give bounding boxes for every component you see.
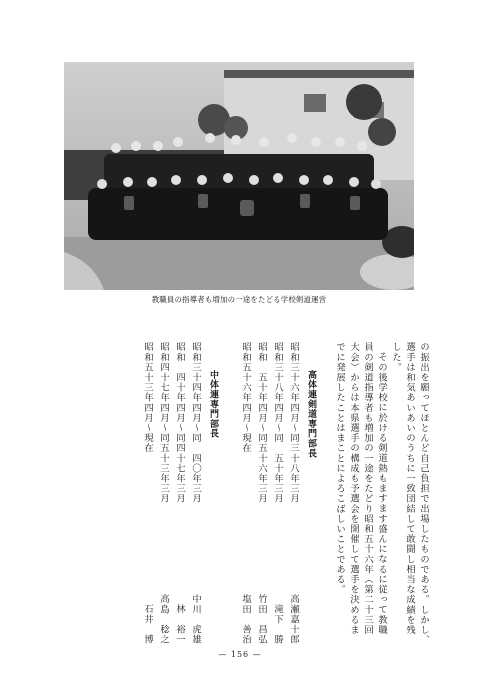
middle-school-heading: 中体連専門部長 [208,370,218,439]
group-photo-image [64,62,414,290]
person-name: 滝下 勝 [272,603,283,644]
person-name: 竹田 昌弘 [256,593,267,644]
body-column: でに発展したことはまことによろこばしいことである。 [334,342,345,595]
high-school-row [270,342,284,644]
period: 昭和五十三年四月～現在 [142,342,153,454]
body-column: その後学校に於ける剣道熱もますます盛んになるに従って教職 [376,352,387,635]
middle-school-row [172,342,186,644]
period: 昭和三十六年四月～同三十八年三月 [288,342,299,504]
high-school-heading: 高体連剣道専門部長 [306,370,316,459]
middle-school-row [140,342,154,644]
person-name: 高瀬嘉十郎 [288,593,299,644]
middle-school-row [156,342,170,644]
period: 昭和 四十年四月～同四十七年三月 [174,342,185,504]
body-column: 選手は和気あいあいのうちに一致団結して敢闘し相当な成績を残 [404,342,415,635]
body-column: の振出を願ってほとんど自己負担で出場したものである。しかし、 [418,342,429,645]
body-column: した。 [390,342,401,373]
person-name: 林 裕一 [174,603,185,644]
page-number: — 156 — [218,650,262,659]
period: 昭和三十八年四月～同 五十年三月 [272,342,283,504]
body-column: 員の剣道指導者も増加の一途をたどり昭和五十六年（第二十三回 [362,342,373,635]
person-name: 中川 虎雄 [190,593,201,644]
high-school-row [254,342,268,644]
photo-caption: 教職員の指導者も増加の一途をたどる学校剣道運営 [151,295,327,304]
middle-school-row [188,342,202,644]
period: 昭和四十七年四月～同五十三年三月 [158,342,169,504]
period: 昭和 五十年四月～同五十六年三月 [256,342,267,504]
person-name: 石井 博 [142,603,153,644]
body-column: 大会）からは本県選手の構成も予選会を開催して選手を決めるま [348,342,359,635]
person-name: 塩田 善治 [240,593,251,644]
body-text [64,342,432,644]
high-school-row [238,342,252,644]
group-photo [64,62,414,290]
period: 昭和五十六年四月～現在 [240,342,251,454]
person-name: 高島 稔之 [158,593,169,644]
period: 昭和三十四年四月～同 四〇年三月 [190,342,201,504]
high-school-row [286,342,300,644]
